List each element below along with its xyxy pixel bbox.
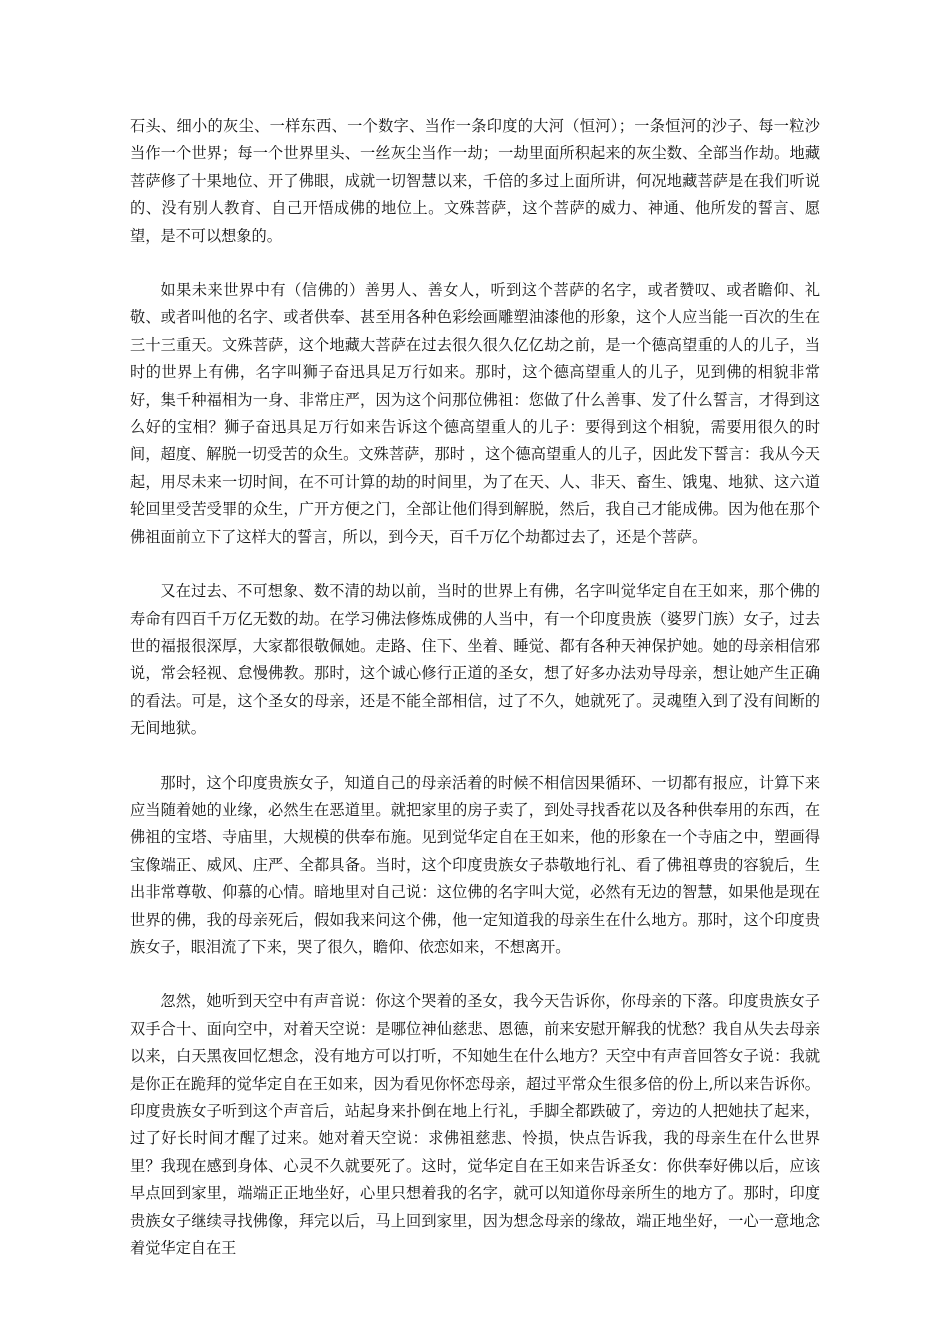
paragraph-2: 如果未来世界中有（信佛的）善男人、善女人，听到这个菩萨的名字，或者赞叹、或者瞻仰、礼敬、或者叫他的名字、或者供奉、甚至用各种色彩绘画雕塑油漆他的形象，这个人应当能一百次的生在三十三重天。文殊菩萨，这个地藏大菩萨在过去很久很久亿亿劫之前，是一个德高望重的人的儿子，当时的世界上有佛，名字叫狮子奋迅具足万行如来。那时，这个德高望重人的儿子，见到佛的相貌非常好，集千种福相为一身、非常庄严，因为这个问那位佛祖：您做了什么善事、发了什么誓言，才得到这么好的宝相？狮子奋迅具足万行如来告诉这个德高望重人的儿子：要得到这个相貌，需要用很久的时间，超度、解脱一切受苦的众生。文殊菩萨，那时 ，这个德高望重人的儿子，因此发下誓言：我从今天起，用尽未来一切时间，在不可计算的劫的时间里，为了在天、人、非天、畜生、饿鬼、地狱、这六道轮回里受苦受罪的众生，广开方便之门，全部让他们得到解脱，然后，我自己才能成佛。因为他在那个佛祖面前立下了这样大的誓言，所以，到今天，百千万亿个劫都过去了，还是个菩萨。 xyxy=(130,281,820,546)
document-page xyxy=(130,113,820,1262)
paragraph-4: 那时，这个印度贵族女子，知道自己的母亲活着的时候不相信因果循环、一切都有报应，计算下来应当随着她的业缘，必然生在恶道里。就把家里的房子卖了，到处寻找香花以及各种供奉用的东西，在佛祖的宝塔、寺庙里，大规模的供奉布施。见到觉华定自在王如来，他的形象在一个寺庙之中，塑画得宝像端正、威风、庄严、全都具备。当时，这个印度贵族女子恭敬地行礼、看了佛祖尊贵的容貌后，生出非常尊敬、仰慕的心情。暗地里对自己说：这位佛的名字叫大觉，必然有无边的智慧，如果他是现在世界的佛，我的母亲死后，假如我来问这个佛，他一定知道我的母亲生在什么地方。那时，这个印度贵族女子，眼泪流了下来，哭了很久，瞻仰、依恋如来，不想离开。 xyxy=(130,773,820,956)
paragraph-5: 忽然，她听到天空中有声音说：你这个哭着的圣女，我今天告诉你，你母亲的下落。印度贵族女子双手合十、面向空中，对着天空说：是哪位神仙慈悲、恩德，前来安慰开解我的忧愁？我自从失去母亲以来，白天黑夜回忆想念，没有地方可以打听，不知她生在什么地方？天空中有声音回答女子说：我就是你正在跪拜的觉华定自在王如来，因为看见你怀恋母亲，超过平常众生很多倍的份上,所以来告诉你。印度贵族女子听到这个声音后，站起身来扑倒在地上行礼，手脚全都跌破了，旁边的人把她扶了起来，过了好长时间才醒了过来。她对着天空说：求佛祖慈悲、怜损，快点告诉我，我的母亲生在什么世界里？我现在感到身体、心灵不久就要死了。这时，觉华定自在王如来告诉圣女：你供奉好佛以后，应该早点回到家里，端端正正地坐好，心里只想着我的名字，就可以知道你母亲所生的地方了。那时，印度贵族女子继续寻找佛像，拜完以后，马上回到家里，因为想念母亲的缘故，端正地坐好，一心一意地念着觉华定自在王 xyxy=(130,992,820,1258)
paragraph-3: 又在过去、不可想象、数不清的劫以前，当时的世界上有佛，名字叫觉华定自在王如来，那个佛的寿命有四百千万亿无数的劫。在学习佛法修炼成佛的人当中，有一个印度贵族（婆罗门族）女子，过去世的福报很深厚，大家都很敬佩她。走路、住下、坐着、睡觉、都有各种天神保护她。她的母亲相信邪说，常会轻视、怠慢佛教。那时，这个诚心修行正道的圣女，想了好多办法劝导母亲，想让她产生正确的看法。可是，这个圣女的母亲，还是不能全部相信，过了不久，她就死了。灵魂堕入到了没有间断的无间地狱。 xyxy=(130,582,820,738)
paragraph-1: 石头、细小的灰尘、一样东西、一个数字、当作一条印度的大河（恒河）；一条恒河的沙子、每一粒沙当作一个世界；每一个世界里头、一丝灰尘当作一劫；一劫里面所积起来的灰尘数、全部当作劫。地藏菩萨修了十果地位、开了佛眼，成就一切智慧以来，千倍的多过上面所讲，何况地藏菩萨是在我们听说的、没有别人教育、自己开悟成佛的地位上。文殊菩萨，这个菩萨的威力、神通、他所发的誓言、愿望，是不可以想象的。 xyxy=(130,117,820,245)
